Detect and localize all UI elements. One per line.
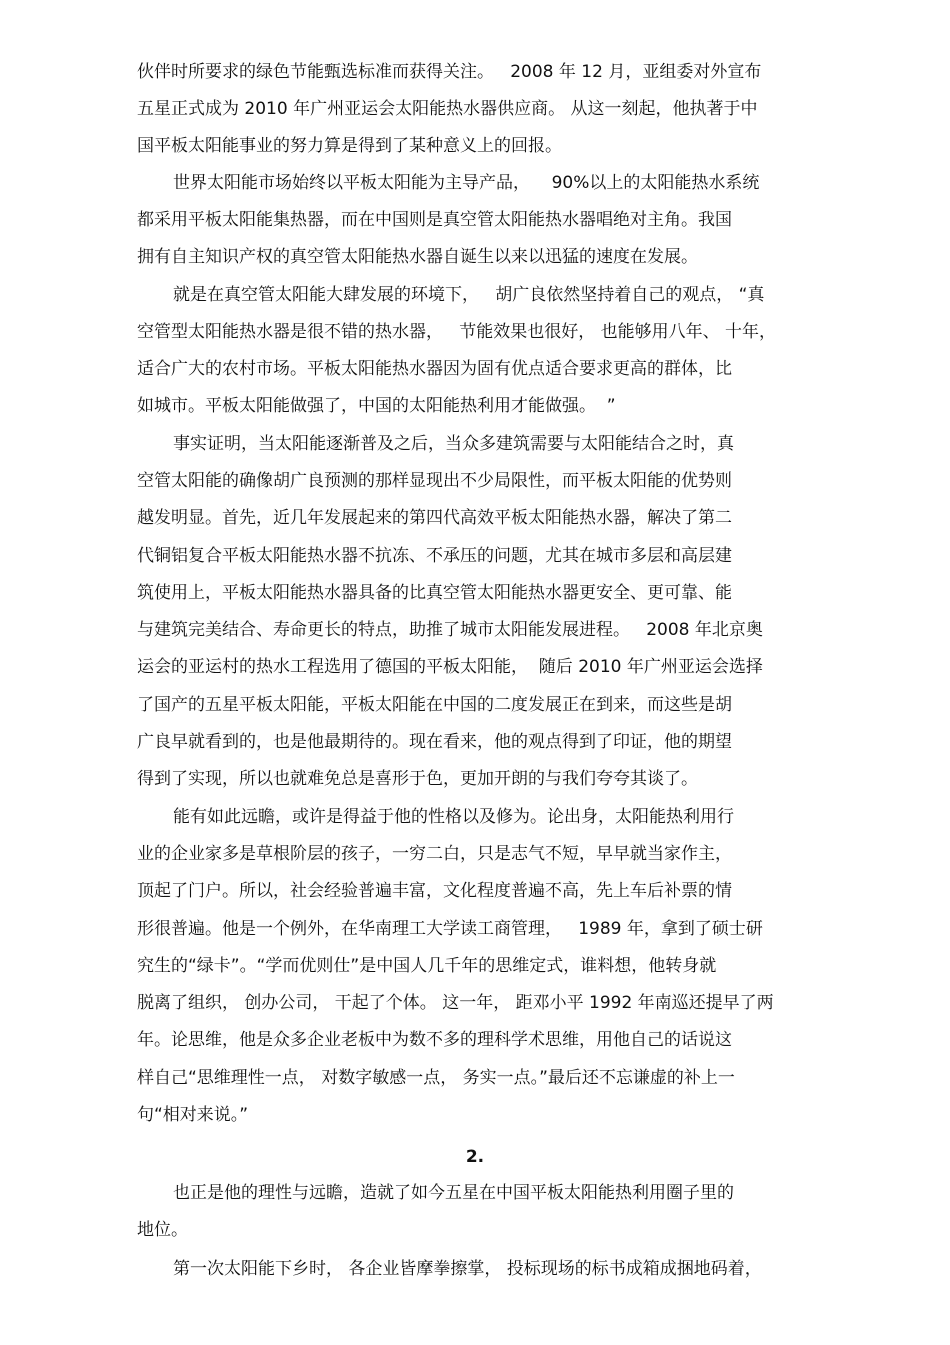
text-line: 国平板太阳能事业的努力算是得到了某种意义上的回报。: [137, 136, 562, 156]
text-line: 世界太阳能市场始终以平板太阳能为主导产品， 90%以上的太阳能热水系统: [173, 173, 760, 193]
text-line: 句“相对来说。”: [137, 1105, 249, 1125]
text-line: 地位。: [137, 1220, 188, 1240]
text-line: 脱离了组织， 创办公司， 干起了个体。 这一年， 距邓小平 1992 年南巡还提早了两: [137, 993, 774, 1013]
text-line: 究生的“绿卡”。“学而优则仕”是中国人几千年的思维定式，谁料想，他转身就: [137, 956, 717, 976]
text-line: 拥有自主知识产权的真空管太阳能热水器自诞生以来以迅猛的速度在发展。: [137, 247, 698, 267]
text-line: 样自己“思维理性一点， 对数字敏感一点， 务实一点。”最后还不忘谦虚的补上一: [137, 1068, 735, 1088]
text-line: 就是在真空管太阳能大肆发展的环境下， 胡广良依然坚持着自己的观点， “真: [173, 285, 765, 305]
text-line: 筑使用上，平板太阳能热水器具备的比真空管太阳能热水器更安全、更可靠、能: [137, 583, 732, 603]
text-line: 与建筑完美结合、寿命更长的特点，助推了城市太阳能发展进程。 2008 年北京奥: [137, 620, 763, 640]
text-line: 广良早就看到的，也是他最期待的。现在看来，他的观点得到了印证，他的期望: [137, 732, 732, 752]
text-line: 也正是他的理性与远瞻，造就了如今五星在中国平板太阳能热利用圈子里的: [173, 1183, 734, 1203]
text-line: 得到了实现，所以也就难免总是喜形于色，更加开朗的与我们夸夸其谈了。: [137, 769, 698, 789]
text-line: 运会的亚运村的热水工程选用了德国的平板太阳能， 随后 2010 年广州亚运会选择: [137, 657, 763, 677]
text-line: 如城市。平板太阳能做强了，中国的太阳能热利用才能做强。 ”: [137, 396, 616, 416]
text-line: 业的企业家多是草根阶层的孩子，一穷二白，只是志气不短，早早就当家作主，: [137, 844, 732, 864]
text-line: 空管型太阳能热水器是很不错的热水器， 节能效果也很好， 也能够用八年、 十年，: [137, 322, 777, 342]
text-line: 顶起了门户。所以，社会经验普遍丰富，文化程度普遍不高，先上车后补票的情: [137, 881, 732, 901]
text-line: 事实证明，当太阳能逐渐普及之后，当众多建筑需要与太阳能结合之时，真: [173, 434, 734, 454]
text-line: 年。论思维，他是众多企业老板中为数不多的理科学术思维，用他自己的话说这: [137, 1030, 732, 1050]
text-line: 代铜铝复合平板太阳能热水器不抗冻、不承压的问题，尤其在城市多层和高层建: [137, 546, 732, 566]
text-line: 五星正式成为 2010 年广州亚运会太阳能热水器供应商。 从这一刻起，他执著于中: [137, 99, 758, 119]
text-line: 第一次太阳能下乡时， 各企业皆摩拳擦掌， 投标现场的标书成箱成捆地码着，: [173, 1259, 762, 1279]
text-line: 都采用平板太阳能集热器，而在中国则是真空管太阳能热水器唱绝对主角。我国: [137, 210, 732, 230]
text-line: 适合广大的农村市场。平板太阳能热水器因为固有优点适合要求更高的群体，比: [137, 359, 732, 379]
text-line: 了国产的五星平板太阳能，平板太阳能在中国的二度发展正在到来，而这些是胡: [137, 695, 732, 715]
text-line: 伙伴时所要求的绿色节能甄选标准而获得关注。 2008 年 12 月，亚组委对外宣布: [137, 62, 762, 82]
text-line: 能有如此远瞻，或许是得益于他的性格以及修为。论出身，太阳能热利用行: [173, 807, 734, 827]
section-heading: 2.: [465, 1147, 485, 1167]
text-line: 空管太阳能的确像胡广良预测的那样显现出不少局限性，而平板太阳能的优势则: [137, 471, 732, 491]
text-line: 越发明显。首先，近几年发展起来的第四代高效平板太阳能热水器，解决了第二: [137, 508, 732, 528]
text-line: 形很普遍。他是一个例外，在华南理工大学读工商管理， 1989 年，拿到了硕士研: [137, 919, 763, 939]
